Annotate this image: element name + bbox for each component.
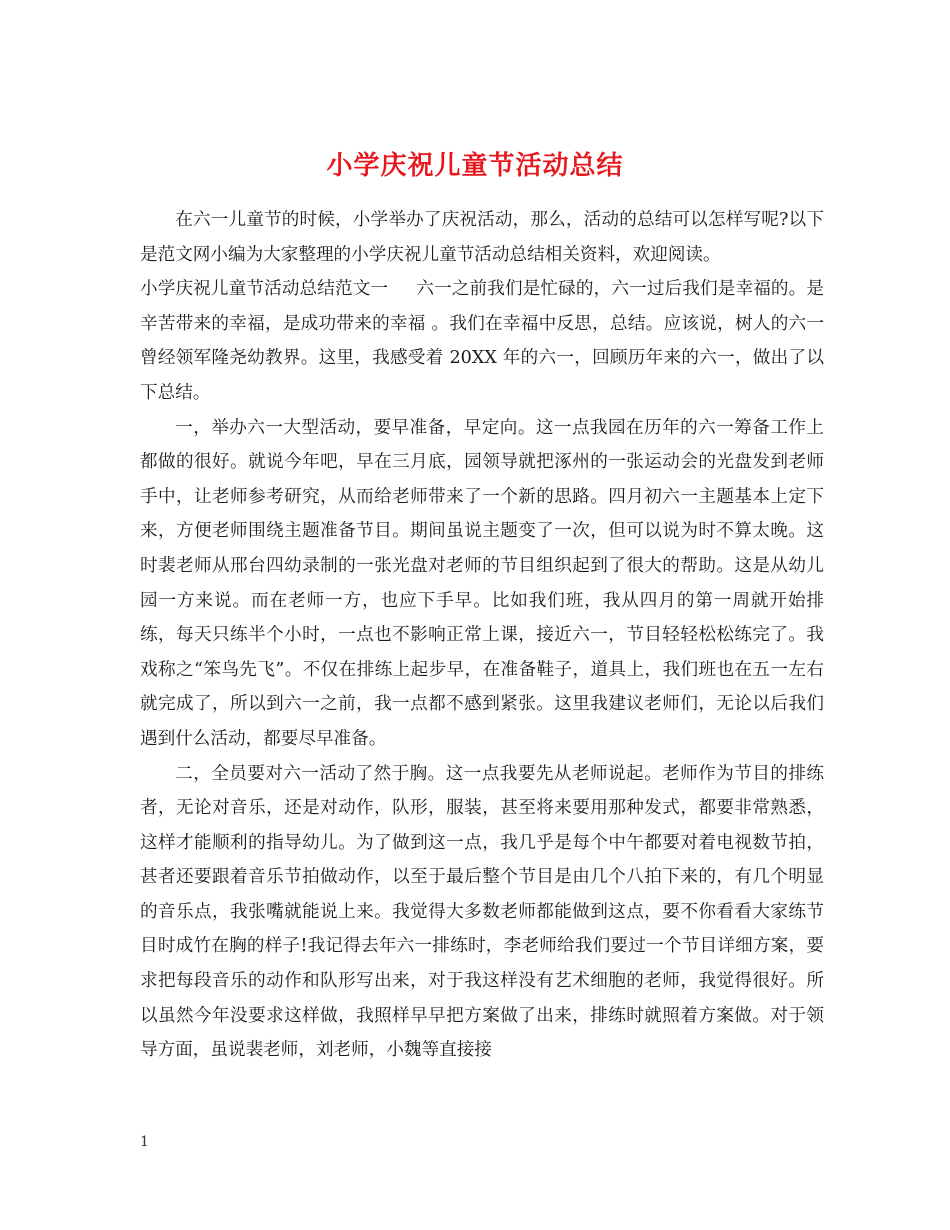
intro-paragraph: 在六一儿童节的时候，小学举办了庆祝活动，那么，活动的总结可以怎样写呢?以下是范文网小编为大家整理的小学庆祝儿童节活动总结相关资料，欢迎阅读。 — [140, 210, 824, 265]
point-two-paragraph: 二，全员要对六一活动了然于胸。这一点我要先从老师说起。老师作为节目的排练者，无论对音乐，还是对动作，队形，服装，甚至将来要用那种发式，都要非常熟悉，这样才能顺利的指导幼儿。为了做到这一点，我几乎是每个中午都要对着电视数节拍，甚者还要跟着音乐节拍做动作，以至于最后整个节目是由几个八拍下来的，有几个明显的音乐点，我张嘴就能说上来。我觉得大多数老师都能做到这点，要不你看看大家练节目时成竹在胸的样子!我记得去年六一排练时，李老师给我们要过一个节目详细方案，要求把每段音乐的动作和队形写出来，对于我这样没有艺术细胞的老师，我觉得很好。所以虽然今年没要求这样做，我照样早早把方案做了出来，排练时就照着方案做。对于领导方面，虽说裴老师，刘老师，小魏等直接接 — [140, 763, 824, 1061]
point-one-paragraph: 一，举办六一大型活动，要早准备，早定向。这一点我园在历年的六一筹备工作上都做的很好。就说今年吧，早在三月底，园领导就把涿州的一张运动会的光盘发到老师手中，让老师参考研究，从而给老师带来了一个新的思路。四月初六一主题基本上定下来，方便老师围绕主题准备节目。期间虽说主题变了一次，但可以说为时不算太晚。这时裴老师从邢台四幼录制的一张光盘对老师的节目组织起到了很大的帮助。这是从幼儿园一方来说。而在老师一方，也应下手早。比如我们班，我从四月的第一周就开始排练，每天只练半个小时，一点也不影响正常上课，接近六一，节目轻轻松松练完了。我戏称之“笨鸟先飞”。不仅在排练上起步早，在准备鞋子，道具上，我们班也在五一左右就完成了，所以到六一之前，我一点都不感到紧张。这里我建议老师们，无论以后我们遇到什么活动，都要尽早准备。 — [140, 417, 824, 749]
document-body — [140, 203, 824, 1068]
section-opening-text: 六一之前我们是忙碌的，六一过后我们是幸福的。是辛苦带来的幸福，是成功带来的幸福 。我们在幸福中反思，总结。应该说，树人的六一曾经领军隆尧幼教界。这里，我感受着 20XX 年的六一，回顾历年来的六一，做出了以下总结。 — [140, 279, 824, 403]
section-paragraph — [140, 272, 824, 410]
section-heading: 小学庆祝儿童节活动总结范文一 — [140, 279, 389, 300]
page-number: 1 — [140, 1134, 149, 1150]
page-title: 小学庆祝儿童节活动总结 — [326, 151, 624, 182]
